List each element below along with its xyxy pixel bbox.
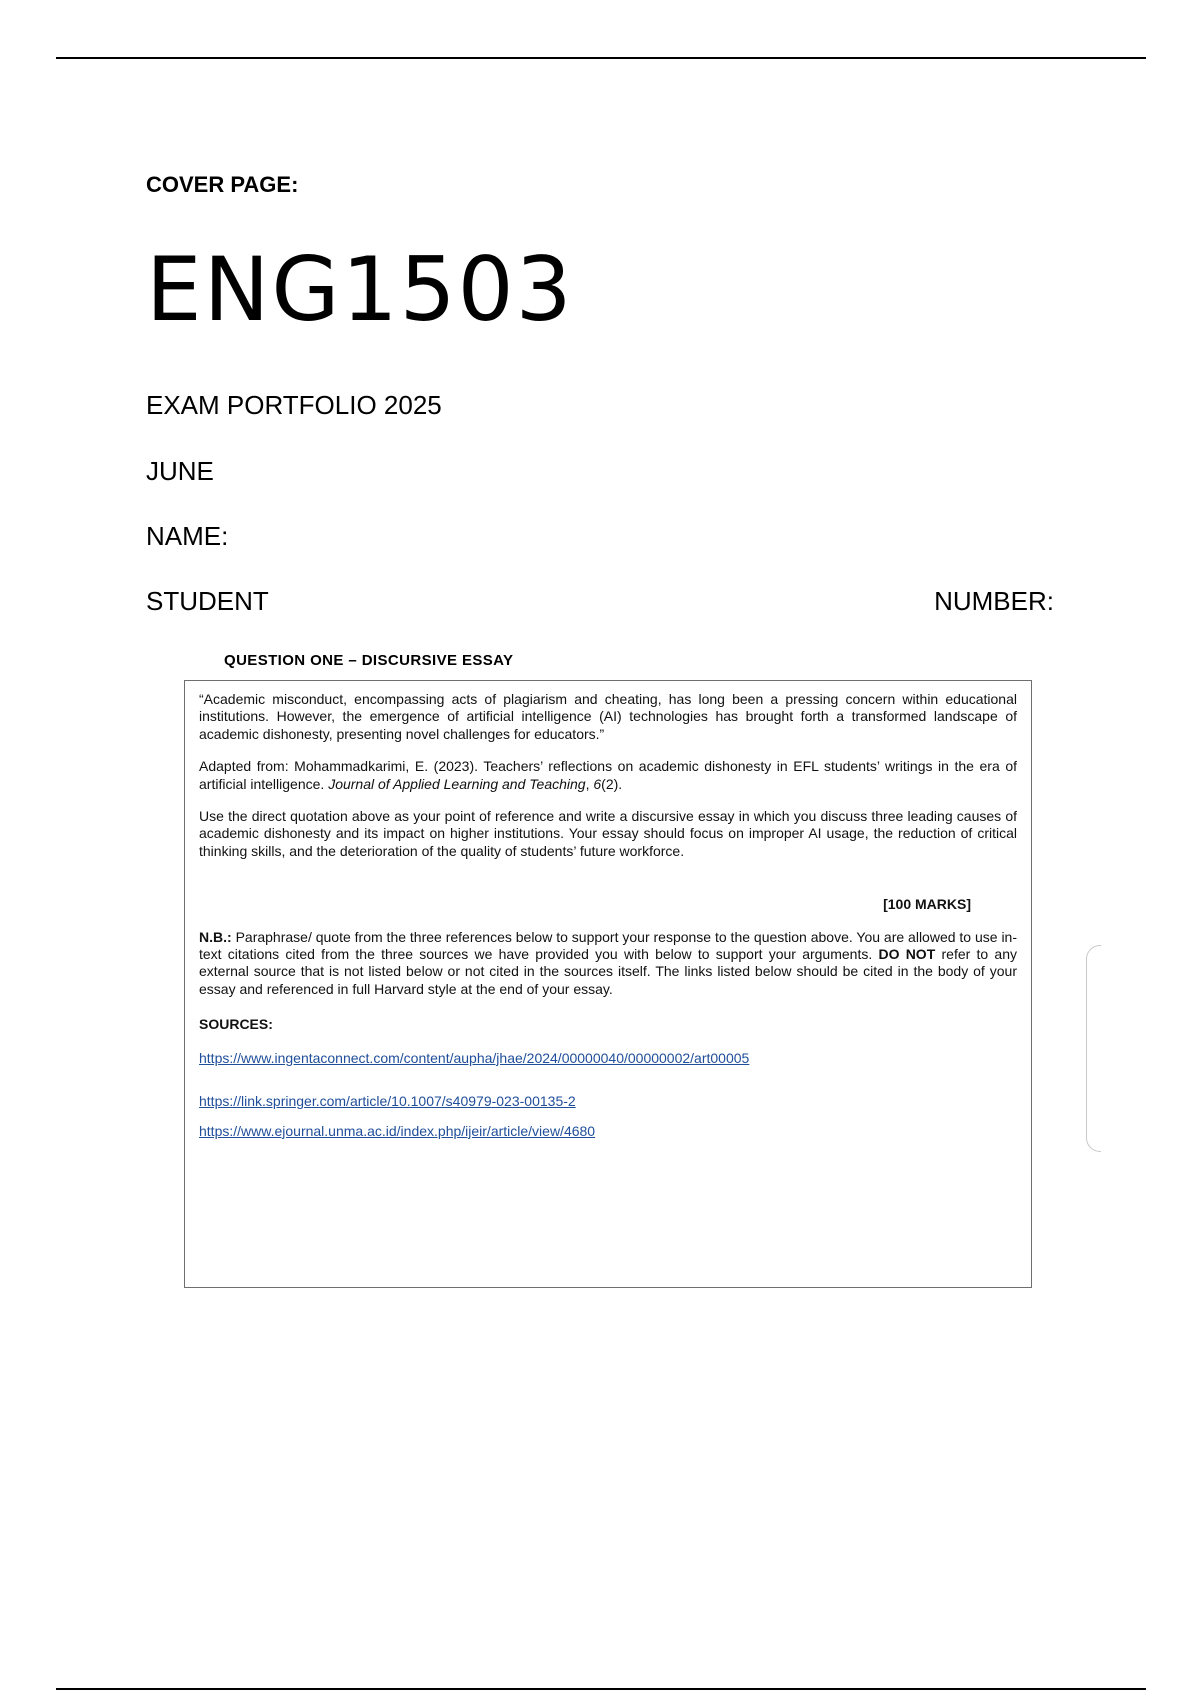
- adapted-from-text: Adapted from: Mohammadkarimi, E. (2023). Teachers’ reflections on academic dishonesty in EFL students’ writings in the era of artificial intelligence.: [199, 758, 1017, 792]
- source-link-3[interactable]: https://www.ejournal.unma.ac.id/index.php/ijeir/article/view/4680: [199, 1122, 596, 1139]
- course-code: ENG1503: [146, 238, 574, 341]
- question-title: QUESTION ONE – DISCURSIVE ESSAY: [224, 652, 514, 669]
- source-link-1[interactable]: https://www.ingentaconnect.com/content/aupha/jhae/2024/00000040/00000002/art00005: [199, 1049, 750, 1066]
- marks-label: [100 MARKS]: [883, 896, 971, 913]
- source-link-2[interactable]: https://link.springer.com/article/10.1007/s40979-023-00135-2: [199, 1093, 576, 1110]
- adapted-from-paragraph: Adapted from: Mohammadkarimi, E. (2023). Teachers’ reflections on academic dishonesty in EFL students’ writings in the era of artificial intelligence. Journal of Applied Learning and Teaching, 6(2).: [199, 758, 1017, 792]
- question-box: [184, 680, 1032, 1288]
- quote-paragraph: “Academic misconduct, encompassing acts of plagiarism and cheating, has long been a pressing concern within educational institutions. However, the emergence of artificial intelligence (AI) technologies has brought forth a transformed landscape of academic dishonesty, presenting novel challenges for educators.”: [199, 691, 1017, 742]
- do-not-label: DO NOT: [878, 946, 936, 963]
- nb-text-1: Paraphrase/ quote from the three references below to support your response to the question above. You are allowed to use in-text citations cited from the three sources we have provided you with below to support your arguments.: [199, 928, 1018, 963]
- exam-title: EXAM PORTFOLIO 2025: [146, 390, 442, 420]
- journal-volume: 6: [593, 775, 602, 792]
- student-label: STUDENT: [146, 586, 269, 616]
- cover-page-label: COVER PAGE:: [146, 172, 299, 197]
- nb-paragraph: [199, 929, 1017, 999]
- question-image: [146, 640, 1094, 1310]
- bottom-rule: [56, 1688, 1146, 1690]
- top-rule: [56, 57, 1146, 59]
- journal-issue: (2).: [601, 775, 623, 792]
- exam-month: JUNE: [146, 456, 214, 486]
- nb-text-2: refer to any external source that is not listed below or not cited in the sources itself. The links listed below should be cited in the body of your essay and referenced in full Harvard style at the end of your essay.: [199, 946, 1017, 997]
- journal-title: Journal of Applied Learning and Teaching: [328, 775, 586, 792]
- page-edge-bracket: [1086, 945, 1101, 1152]
- name-label: NAME:: [146, 521, 229, 551]
- number-label: NUMBER:: [934, 586, 1054, 616]
- nb-label: N.B.:: [199, 928, 232, 945]
- instruction-paragraph: Use the direct quotation above as your point of reference and write a discursive essay in which you discuss three leading causes of academic dishonesty and its impact on higher institutions. Your essay should focus on improper AI usage, the reduction of critical thinking skills, and the deterioration of the quality of students’ future workforce.: [199, 808, 1017, 859]
- sources-label: SOURCES:: [199, 1016, 273, 1033]
